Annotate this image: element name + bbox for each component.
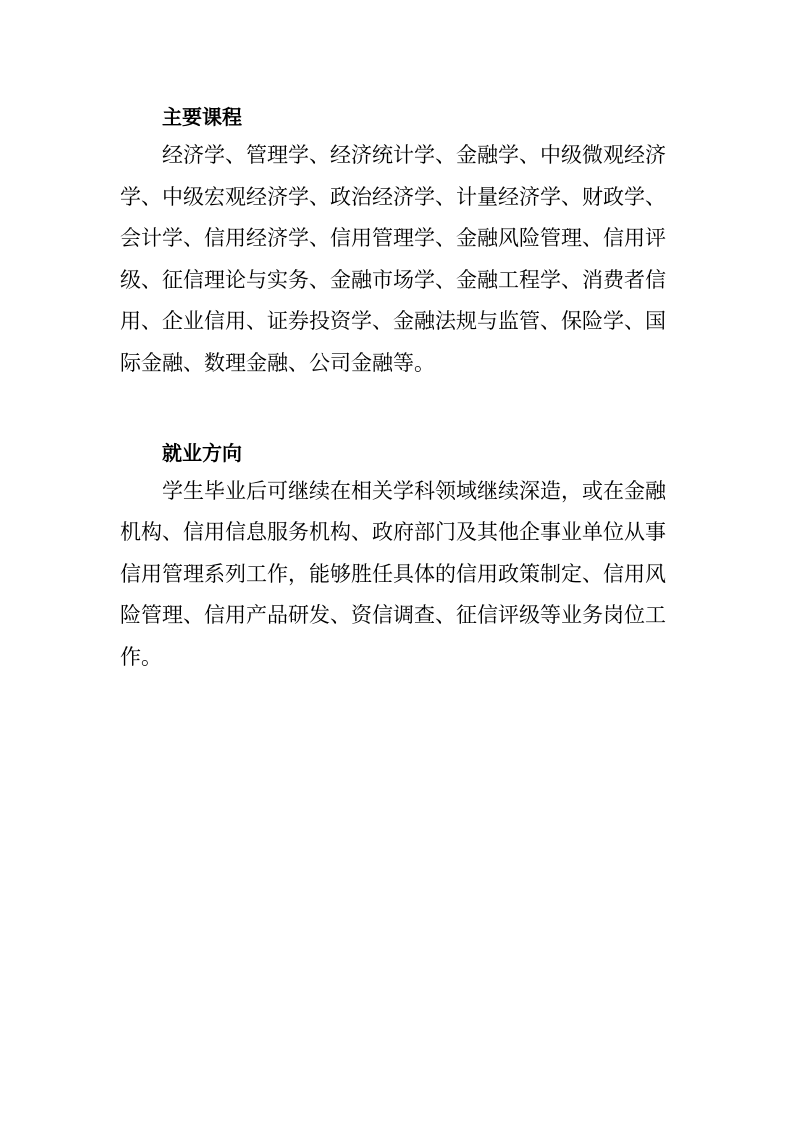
courses-paragraph	[120, 135, 676, 385]
careers-paragraph	[120, 471, 676, 679]
careers-line: 作。	[120, 644, 162, 669]
section-spacer	[120, 385, 676, 435]
careers-line: 机构、信用信息服务机构、政府部门及其他企事业单位从事	[120, 520, 666, 545]
document-page	[120, 99, 676, 679]
courses-line: 际金融、数理金融、公司金融等。	[120, 350, 435, 375]
careers-line: 学生毕业后可继续在相关学科领域继续深造，或在金融	[162, 478, 666, 503]
courses-line: 学、中级宏观经济学、政治经济学、计量经济学、财政学、	[120, 184, 666, 209]
careers-line: 信用管理系列工作，能够胜任具体的信用政策制定、信用风	[120, 561, 666, 586]
courses-line: 经济学、管理学、经济统计学、金融学、中级微观经济	[162, 143, 666, 167]
courses-line: 用、企业信用、证券投资学、金融法规与监管、保险学、国	[120, 309, 666, 334]
careers-line: 险管理、信用产品研发、资信调查、征信评级等业务岗位工	[120, 603, 666, 628]
courses-heading: 主要课程	[162, 105, 242, 129]
courses-line: 会计学、信用经济学、信用管理学、金融风险管理、信用评	[120, 226, 666, 251]
courses-line: 级、征信理论与实务、金融市场学、金融工程学、消费者信	[120, 267, 666, 292]
careers-heading: 就业方向	[162, 440, 242, 465]
